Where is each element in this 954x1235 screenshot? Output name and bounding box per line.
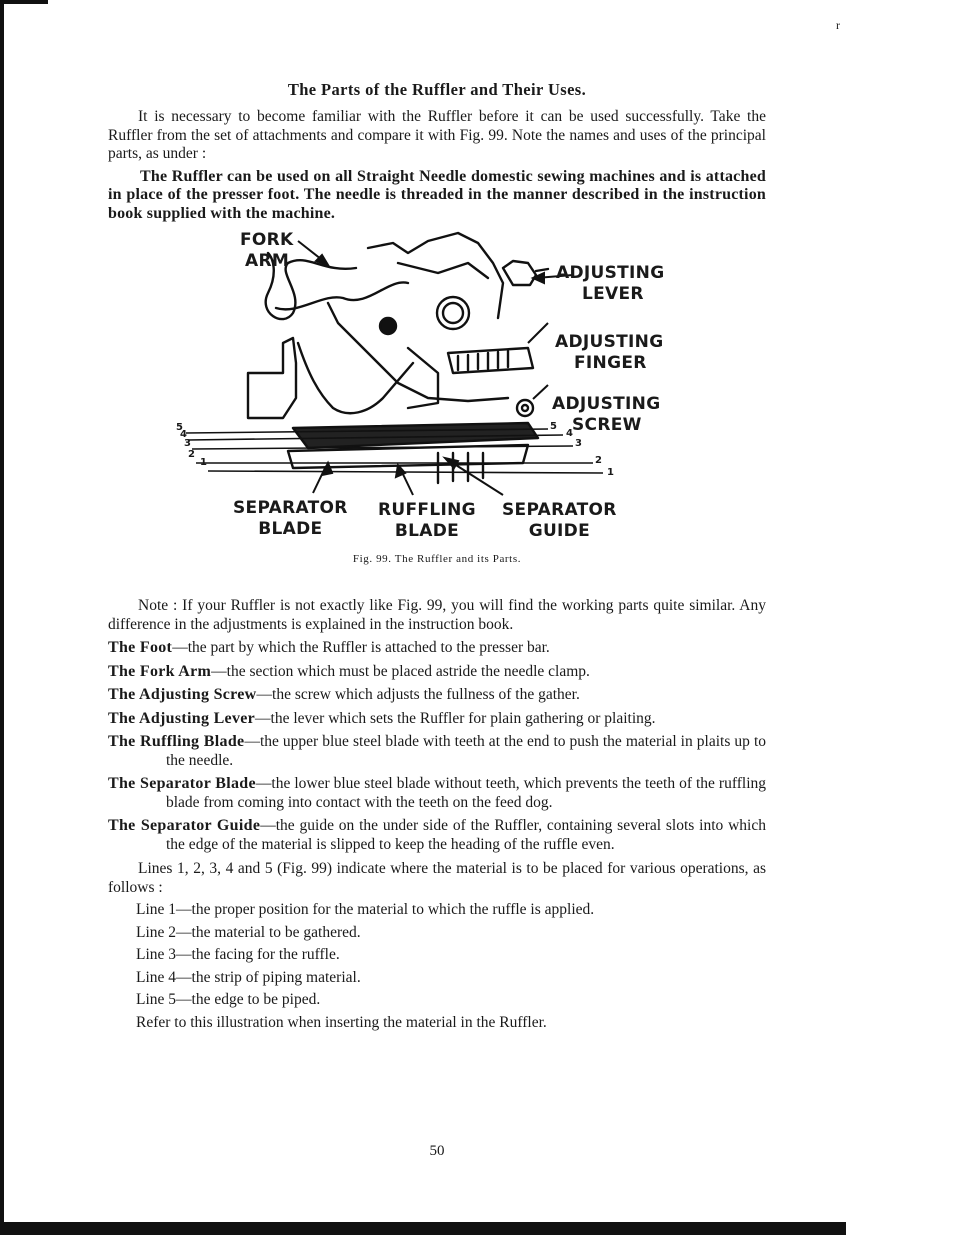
definition-item: The Adjusting Lever—the lever which sets the Ruffler for plain gathering or plaiting. [108,709,656,727]
label-separator-blade: SEPARATOR BLADE [233,498,348,539]
line-item: Line 4—the strip of piping material. [136,968,361,986]
adjusting-screw-shape [517,400,533,416]
line-item: Line 2—the material to be gathered. [136,923,361,941]
lines-intro: Lines 1, 2, 3, 4 and 5 (Fig. 99) indicate where the material is to be placed for various operations, as follows : [108,860,766,896]
line-number-right-1: 1 [607,467,614,478]
page-number: 50 [429,1143,445,1159]
label-separator-guide: SEPARATOR GUIDE [502,500,617,541]
arrow-adjusting-screw [533,385,548,399]
label-ruffling-blade: RUFFLING BLADE [378,500,476,541]
bold-paragraph: The Ruffler can be used on all Straight Needle domestic sewing machines and is attached in place of the presser foot. The needle is threaded in the manner described in the instruction book supplied with the machine. [108,167,766,222]
definition-item: The Foot—the part by which the Ruffler is attached to the presser bar. [108,639,550,656]
scan-border-bottom [0,1222,846,1235]
intro-paragraph: It is necessary to become familiar with the Ruffler before it can be used successfully. Take the Ruffler from the set of attachments and compare it with Fig. 99. Note the names and uses of the principal parts, as under : [108,108,766,162]
corner-mark: r [836,18,840,32]
definition-item: The Adjusting Screw—the screw which adjusts the fullness of the gather. [108,686,580,703]
label-adjusting-screw: ADJUSTING SCREW [552,394,661,435]
adjusting-lever-shape [503,261,536,285]
scan-border-top [0,0,48,4]
note-paragraph: Note : If your Ruffler is not exactly like Fig. 99, you will find the working parts quite similar. Any difference in the adjustments is explained in the instruction book. [108,597,766,633]
line-number-left-1: 1 [200,457,207,468]
closing-line: Refer to this illustration when inserting the material in the Ruffler. [136,1013,547,1031]
definitions-list [108,639,766,854]
scan-border-left [0,0,4,1235]
line-item: Line 1—the proper position for the material to which the ruffle is applied. [136,901,595,918]
figure-caption: Fig. 99. The Ruffler and its Parts. [352,553,522,565]
definition-item: The Separator Blade—the lower blue steel blade without teeth, which prevents the teeth of the ruffling blade from coming into contact with the teeth on the feed dog. [108,775,766,811]
arrow-adjusting-finger [528,323,548,343]
line-number-right-3: 3 [575,438,582,449]
lines-list [108,901,766,1010]
ruffler-figure [108,223,766,597]
definition-item: The Fork Arm—the section which must be placed astride the needle clamp. [108,662,590,680]
line-number-left-5: 5 [176,422,183,433]
line-number-right-2: 2 [595,455,602,466]
line-number-left-2: 2 [188,449,195,460]
line-number-left-4: 4 [180,429,187,440]
label-adjusting-finger: ADJUSTING FINGER [555,332,664,373]
page-heading: The Parts of the Ruffler and Their Uses. [287,80,587,99]
label-fork-arm: FORK ARM [240,230,294,271]
definition-item: The Ruffling Blade—the upper blue steel blade with teeth at the end to push the material in plaits up to the needle. [108,733,766,769]
line-number-right-4: 4 [566,428,573,439]
definition-item: The Separator Guide—the guide on the under side of the Ruffler, containing several slots into which the edge of the material is slipped to keep the heading of the ruffle even. [108,817,766,853]
adjusting-finger-shape [448,348,533,373]
line-number-right-5: 5 [550,421,557,432]
label-adjusting-lever: ADJUSTING LEVER [556,263,665,304]
line-number-left-3: 3 [184,438,191,449]
foot-shape [248,338,296,418]
line-item: Line 5—the edge to be piped. [136,991,321,1008]
line-item: Line 3—the facing for the ruffle. [136,946,340,963]
document-page [108,80,766,1159]
